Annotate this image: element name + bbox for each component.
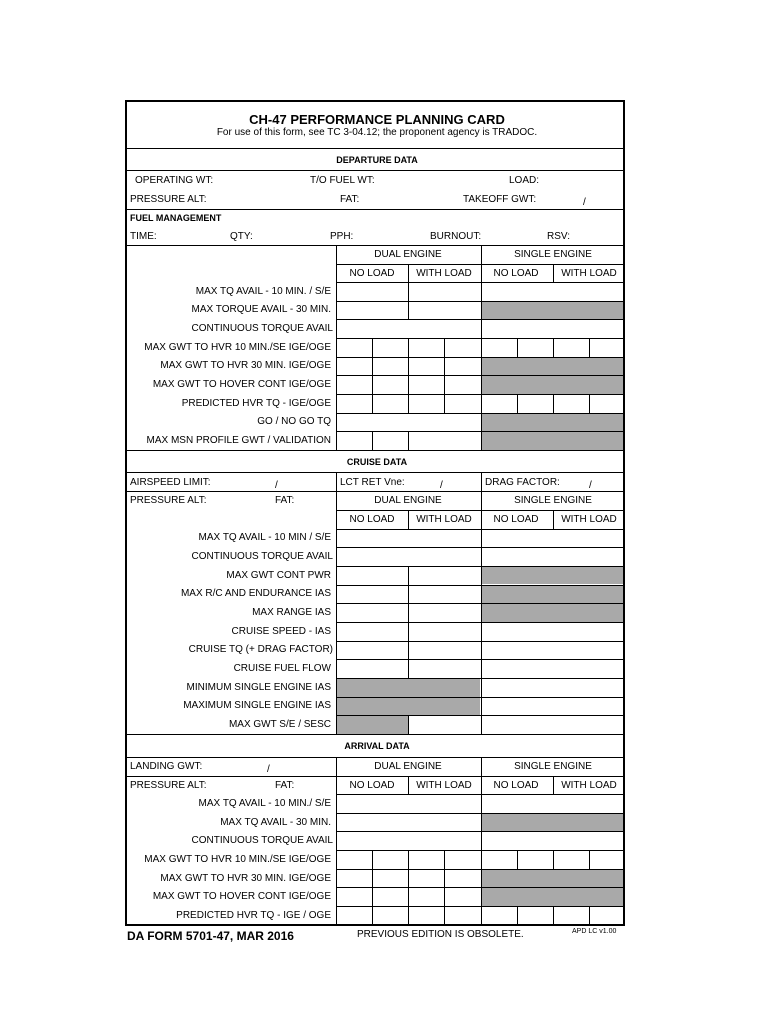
grid-line [336, 394, 623, 395]
grid-line [444, 887, 445, 906]
grid-line [408, 566, 409, 678]
landing-gwt-field[interactable]: LANDING GWT: [130, 761, 203, 772]
grid-line [553, 776, 554, 794]
grid-line [517, 906, 518, 924]
grid-line [517, 338, 518, 357]
pph-field[interactable]: PPH: [330, 231, 354, 242]
shaded-cell [481, 413, 623, 431]
grid-line [336, 245, 337, 450]
grid-line [336, 319, 623, 320]
load-field[interactable]: LOAD: [509, 175, 540, 186]
grid-line [517, 394, 518, 413]
grid-line [336, 906, 623, 907]
row-label: CRUISE TQ (+ DRAG FACTOR) [188, 644, 333, 655]
slash-separator: / [267, 764, 270, 775]
grid-line [408, 776, 409, 794]
grid-line [553, 510, 554, 529]
edition-note: PREVIOUS EDITION IS OBSOLETE. [357, 929, 524, 940]
grid-line [408, 715, 409, 734]
grid-line [372, 906, 373, 924]
grid-line [336, 603, 623, 604]
grid-line [336, 547, 623, 548]
no-load-header: NO LOAD [493, 514, 539, 525]
no-load-header: NO LOAD [493, 780, 539, 791]
burnout-field[interactable]: BURNOUT: [430, 231, 482, 242]
grid-line [336, 697, 623, 698]
grid-line [336, 264, 623, 265]
slash-separator: / [440, 480, 443, 491]
departure-heading: DEPARTURE DATA [336, 155, 418, 165]
row-label: MAX GWT S/E / SESC [228, 719, 331, 730]
fuel-management-heading: FUEL MANAGEMENT [130, 213, 222, 223]
grid-line [408, 850, 409, 869]
divider [127, 148, 623, 149]
grid-line [372, 850, 373, 869]
divider [127, 472, 623, 473]
grid-line [408, 906, 409, 924]
grid-line [336, 375, 623, 376]
grid-line [336, 794, 623, 795]
row-label: MAXIMUM SINGLE ENGINE IAS [183, 700, 331, 711]
grid-line [336, 641, 623, 642]
grid-line [336, 301, 623, 302]
grid-line [336, 338, 623, 339]
cruise-heading: CRUISE DATA [346, 457, 408, 467]
grid-line [336, 622, 623, 623]
divider [127, 245, 623, 246]
shaded-cell [481, 566, 623, 584]
grid-line [336, 813, 623, 814]
single-engine-header: SINGLE ENGINE [514, 495, 592, 506]
no-load-header: NO LOAD [349, 780, 395, 791]
single-engine-header: SINGLE ENGINE [514, 249, 592, 260]
row-label: MAX MSN PROFILE GWT / VALIDATION [146, 435, 331, 446]
grid-line [372, 375, 373, 394]
shaded-cell [481, 813, 623, 831]
no-load-header: NO LOAD [349, 514, 395, 525]
grid-line [372, 357, 373, 375]
row-label: PREDICTED HVR TQ - IGE/OGE [181, 398, 331, 409]
row-label: PREDICTED HVR TQ - IGE / OGE [176, 910, 331, 921]
grid-line [444, 906, 445, 924]
divider [481, 472, 482, 491]
drag-factor-field[interactable]: DRAG FACTOR: [485, 477, 560, 488]
divider [127, 170, 623, 171]
fat-field[interactable]: FAT: [275, 780, 295, 791]
grid-line [408, 431, 409, 450]
divider [127, 757, 623, 758]
shaded-cell [481, 357, 623, 375]
grid-line [553, 264, 554, 282]
operating-wt-field[interactable]: OPERATING WT: [135, 175, 214, 186]
grid-line [336, 585, 623, 586]
grid-line [444, 850, 445, 869]
shaded-cell [481, 888, 623, 906]
form-title: CH-47 PERFORMANCE PLANNING CARD [249, 112, 505, 127]
row-label: MAX GWT CONT PWR [226, 570, 331, 581]
lct-ret-vne-field[interactable]: LCT RET Vne: [340, 477, 405, 488]
with-load-header: WITH LOAD [561, 780, 617, 791]
slash-separator: / [589, 480, 592, 491]
shaded-cell [336, 716, 408, 734]
shaded-cell [481, 869, 623, 887]
divider [127, 450, 623, 451]
grid-line [336, 529, 623, 530]
row-label: CRUISE SPEED - IAS [231, 626, 331, 637]
shaded-cell [481, 301, 623, 319]
grid-line [372, 869, 373, 887]
fat-field[interactable]: FAT: [275, 495, 295, 506]
performance-planning-card [125, 100, 625, 926]
grid-line [408, 394, 409, 413]
grid-line [336, 715, 623, 716]
grid-line [408, 887, 409, 906]
row-label: MINIMUM SINGLE ENGINE IAS [186, 682, 331, 693]
grid-line [553, 850, 554, 869]
row-label: CONTINUOUS TORQUE AVAIL [191, 551, 333, 562]
grid-line [517, 850, 518, 869]
with-load-header: WITH LOAD [416, 268, 472, 279]
shaded-cell [481, 585, 623, 603]
grid-line [372, 338, 373, 357]
row-label: MAX GWT TO HVR 30 MIN. IGE/OGE [160, 873, 331, 884]
grid-line [336, 776, 623, 777]
grid-line [444, 869, 445, 887]
slash-separator: / [583, 197, 586, 208]
grid-line [553, 906, 554, 924]
grid-line [444, 357, 445, 375]
with-load-header: WITH LOAD [561, 268, 617, 279]
row-label: MAX R/C AND ENDURANCE IAS [180, 588, 331, 599]
pressure-alt-field[interactable]: PRESSURE ALT: [130, 495, 207, 506]
row-label: MAX GWT TO HOVER CONT IGE/OGE [152, 891, 331, 902]
grid-line [444, 394, 445, 413]
grid-line [372, 394, 373, 413]
divider [127, 209, 623, 210]
grid-line [589, 850, 590, 869]
grid-line [336, 491, 337, 734]
shaded-cell [481, 432, 623, 450]
fat-field[interactable]: FAT: [340, 194, 360, 205]
with-load-header: WITH LOAD [416, 514, 472, 525]
grid-line [481, 757, 482, 924]
grid-line [336, 887, 623, 888]
shaded-cell [336, 697, 480, 715]
takeoff-gwt-field[interactable]: TAKEOFF GWT: [463, 194, 537, 205]
time-field[interactable]: TIME: [130, 231, 157, 242]
arrival-heading: ARRIVAL DATA [344, 741, 410, 751]
grid-line [336, 413, 623, 414]
divider [127, 734, 623, 735]
grid-line [553, 338, 554, 357]
slash-separator: / [275, 480, 278, 491]
row-label: CONTINUOUS TORQUE AVAIL [191, 835, 333, 846]
grid-line [336, 282, 623, 283]
qty-field[interactable]: QTY: [230, 231, 253, 242]
row-label: CRUISE FUEL FLOW [233, 663, 331, 674]
grid-line [408, 338, 409, 357]
grid-line [408, 510, 409, 529]
to-fuel-wt-field[interactable]: T/O FUEL WT: [310, 175, 375, 186]
grid-line [336, 850, 623, 851]
divider [127, 776, 336, 777]
row-label: MAX TQ AVAIL - 10 MIN./ S/E [198, 798, 331, 809]
grid-line [408, 357, 409, 375]
grid-line [336, 510, 623, 511]
grid-line [444, 338, 445, 357]
grid-line [336, 659, 623, 660]
grid-line [481, 491, 482, 734]
row-label: MAX GWT TO HVR 10 MIN./SE IGE/OGE [144, 342, 331, 353]
single-engine-header: SINGLE ENGINE [514, 761, 592, 772]
grid-line [336, 431, 623, 432]
grid-line [553, 394, 554, 413]
no-load-header: NO LOAD [493, 268, 539, 279]
dual-engine-header: DUAL ENGINE [374, 761, 442, 772]
row-label: MAX TORQUE AVAIL - 30 MIN. [191, 304, 331, 315]
grid-line [336, 678, 623, 679]
grid-line [481, 245, 482, 450]
grid-line [372, 887, 373, 906]
divider [127, 491, 623, 492]
dual-engine-header: DUAL ENGINE [374, 249, 442, 260]
form-subtitle: For use of this form, see TC 3-04.12; the proponent agency is TRADOC. [216, 127, 538, 138]
row-label: MAX TQ AVAIL - 30 MIN. [220, 817, 331, 828]
grid-line [408, 375, 409, 394]
row-label: MAX GWT TO HVR 10 MIN./SE IGE/OGE [144, 854, 331, 865]
row-label: MAX TQ AVAIL - 10 MIN. / S/E [195, 286, 331, 297]
with-load-header: WITH LOAD [561, 514, 617, 525]
shaded-cell [481, 376, 623, 394]
row-label: GO / NO GO TQ [257, 416, 331, 427]
form-number: DA FORM 5701-47, MAR 2016 [127, 929, 294, 943]
row-label: MAX GWT TO HOVER CONT IGE/OGE [152, 379, 331, 390]
grid-line [444, 375, 445, 394]
row-label: CONTINUOUS TORQUE AVAIL [191, 323, 333, 334]
airspeed-limit-field[interactable]: AIRSPEED LIMIT: [130, 477, 211, 488]
with-load-header: WITH LOAD [416, 780, 472, 791]
grid-line [589, 394, 590, 413]
no-load-header: NO LOAD [349, 268, 395, 279]
divider [336, 472, 337, 491]
grid-line [336, 757, 337, 924]
grid-line [372, 431, 373, 450]
row-label: MAX RANGE IAS [252, 607, 331, 618]
grid-line [408, 264, 409, 319]
grid-line [336, 869, 623, 870]
grid-line [408, 869, 409, 887]
grid-line [589, 906, 590, 924]
pressure-alt-field[interactable]: PRESSURE ALT: [130, 194, 207, 205]
shaded-cell [336, 679, 480, 697]
pressure-alt-field[interactable]: PRESSURE ALT: [130, 780, 207, 791]
shaded-cell [481, 604, 623, 622]
dual-engine-header: DUAL ENGINE [374, 495, 442, 506]
row-label: MAX GWT TO HVR 30 MIN. IGE/OGE [160, 360, 331, 371]
rsv-field[interactable]: RSV: [547, 231, 570, 242]
row-label: MAX TQ AVAIL - 10 MIN / S/E [198, 532, 331, 543]
grid-line [589, 338, 590, 357]
grid-line [336, 566, 623, 567]
grid-line [336, 357, 623, 358]
grid-line [336, 831, 623, 832]
version-label: APD LC v1.00 [572, 928, 617, 935]
